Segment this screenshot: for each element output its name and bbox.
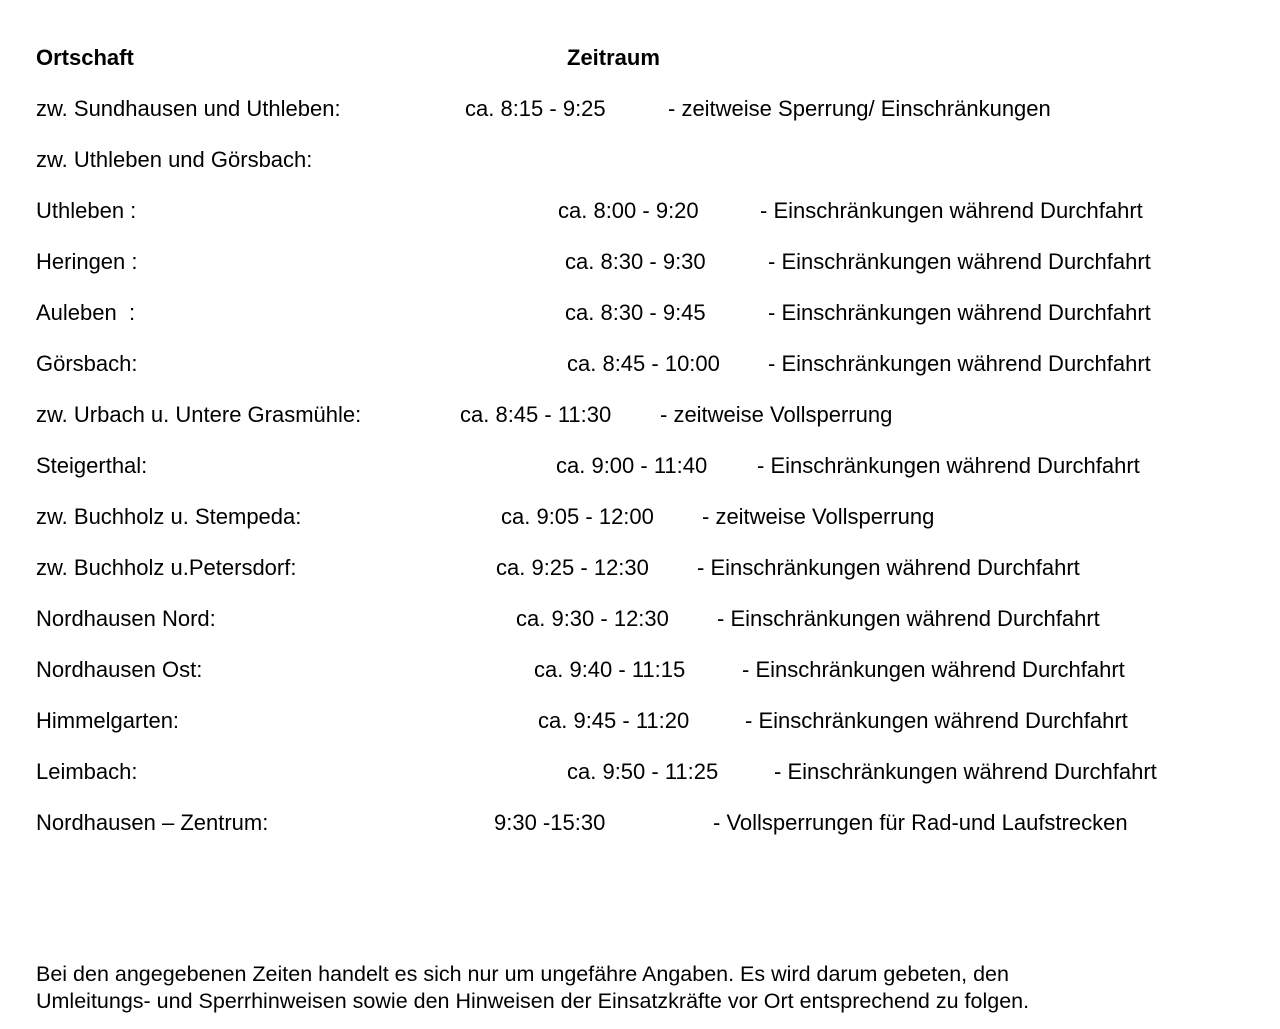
row-time: ca. 8:30 - 9:30 [565, 249, 706, 274]
row-place: zw. Buchholz u.Petersdorf: [36, 555, 297, 580]
row-time: ca. 9:30 - 12:30 [516, 606, 669, 631]
footer-line-2: Umleitungs- und Sperrhinweisen sowie den Hinweisen der Einsatzkräfte vor Ort entsprechend zu folgen. [36, 989, 1030, 1013]
row-time: 9:30 -15:30 [494, 810, 606, 835]
row-place: zw. Urbach u. Untere Grasmühle: [36, 402, 362, 427]
row-note: - Einschränkungen während Durchfahrt [757, 453, 1140, 478]
row-note: - zeitweise Vollsperrung [702, 504, 935, 529]
row-note: - Einschränkungen während Durchfahrt [768, 249, 1151, 274]
row-note: - Einschränkungen während Durchfahrt [745, 708, 1128, 733]
row-time: ca. 8:45 - 11:30 [460, 402, 612, 427]
row-time: ca. 9:25 - 12:30 [496, 555, 649, 580]
row-note: - Einschränkungen während Durchfahrt [760, 198, 1143, 223]
row-note: - Einschränkungen während Durchfahrt [697, 555, 1080, 580]
row-time: ca. 8:30 - 9:45 [565, 300, 706, 325]
row-note: - Einschränkungen während Durchfahrt [768, 300, 1151, 325]
row-place: Uthleben : [36, 198, 137, 223]
row-time: ca. 9:50 - 11:25 [567, 759, 719, 784]
header-place-label: Ortschaft [36, 45, 134, 70]
footer-line-1: Bei den angegebenen Zeiten handelt es sich nur um ungefähre Angaben. Es wird darum gebeten, den [36, 962, 1009, 986]
row-place: Leimbach: [36, 759, 138, 784]
row-note: - zeitweise Vollsperrung [660, 402, 893, 427]
row-place: Auleben : [36, 300, 136, 325]
row-note: - Einschränkungen während Durchfahrt [768, 351, 1151, 376]
row-place: Nordhausen Ost: [36, 657, 203, 682]
row-time: ca. 8:15 - 9:25 [465, 96, 606, 121]
row-place: zw. Uthleben und Görsbach: [36, 147, 313, 172]
row-note: - zeitweise Sperrung/ Einschränkungen [668, 96, 1051, 121]
row-time: ca. 8:45 - 10:00 [567, 351, 720, 376]
row-time: ca. 9:45 - 11:20 [538, 708, 690, 733]
row-time: ca. 8:00 - 9:20 [558, 198, 699, 223]
row-place: Görsbach: [36, 351, 138, 376]
row-place: Himmelgarten: [36, 708, 180, 733]
row-note: - Vollsperrungen für Rad-und Laufstrecken [713, 810, 1128, 835]
row-place: Heringen : [36, 249, 138, 274]
row-note: - Einschränkungen während Durchfahrt [774, 759, 1157, 784]
row-place: zw. Sundhausen und Uthleben: [36, 96, 341, 121]
row-time: ca. 9:05 - 12:00 [501, 504, 654, 529]
row-note: - Einschränkungen während Durchfahrt [717, 606, 1100, 631]
row-time: ca. 9:40 - 11:15 [534, 657, 686, 682]
row-place: Steigerthal: [36, 453, 148, 478]
row-place: Nordhausen – Zentrum: [36, 810, 269, 835]
row-note: - Einschränkungen während Durchfahrt [742, 657, 1125, 682]
row-time: ca. 9:00 - 11:40 [556, 453, 708, 478]
footer-note [36, 961, 1256, 1015]
row-place: zw. Buchholz u. Stempeda: [36, 504, 302, 529]
row-place: Nordhausen Nord: [36, 606, 216, 631]
header-time-label: Zeitraum [567, 45, 660, 70]
